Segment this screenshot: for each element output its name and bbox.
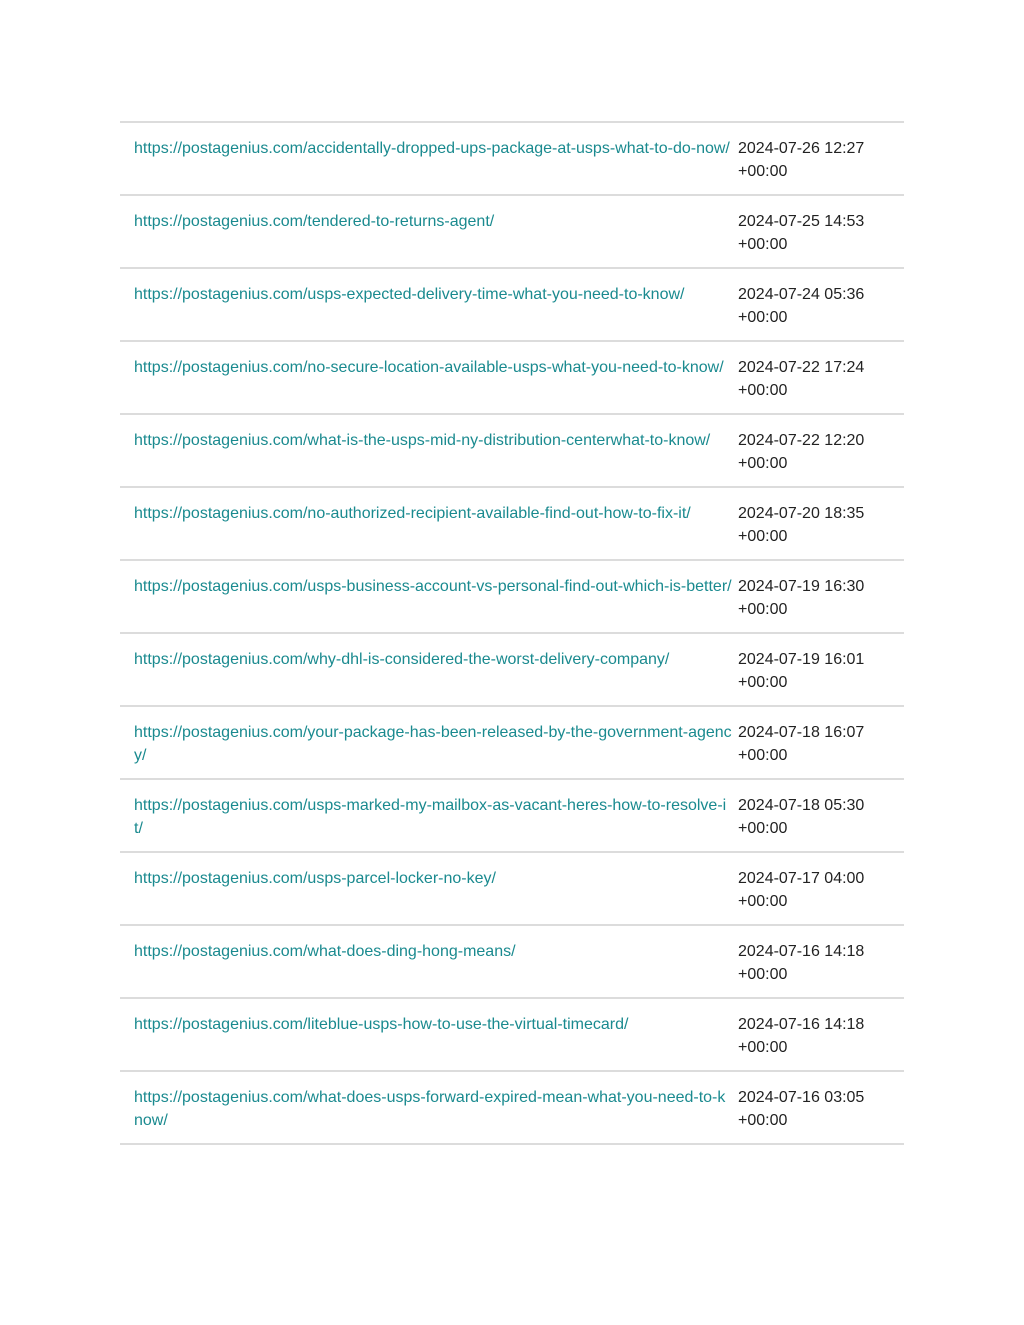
date-cell <box>738 560 904 633</box>
url-link[interactable]: https://postagenius.com/usps-marked-my-mailbox-as-vacant-heres-how-to-resolve-it/ <box>134 797 727 837</box>
url-link[interactable]: https://postagenius.com/tendered-to-returns-agent/ <box>134 213 495 230</box>
url-link[interactable]: https://postagenius.com/usps-expected-delivery-time-what-you-need-to-know/ <box>134 286 685 303</box>
date-cell <box>738 341 904 414</box>
url-cell <box>120 633 738 706</box>
lastmod-date: 2024-07-16 03:05 <box>738 1089 865 1106</box>
lastmod-date: 2024-07-24 05:36 <box>738 286 865 303</box>
table-row <box>120 414 904 487</box>
url-cell <box>120 268 738 341</box>
url-link[interactable]: https://postagenius.com/what-does-ding-hong-means/ <box>134 943 516 960</box>
date-cell <box>738 925 904 998</box>
lastmod-timezone: +00:00 <box>738 1039 788 1056</box>
table-row <box>120 633 904 706</box>
date-cell <box>738 998 904 1071</box>
lastmod-date: 2024-07-22 17:24 <box>738 359 865 376</box>
lastmod-date: 2024-07-16 14:18 <box>738 943 865 960</box>
table-row <box>120 779 904 852</box>
url-cell <box>120 852 738 925</box>
lastmod-timezone: +00:00 <box>738 893 788 910</box>
url-link[interactable]: https://postagenius.com/usps-parcel-locker-no-key/ <box>134 870 496 887</box>
url-link[interactable]: https://postagenius.com/what-is-the-usps-mid-ny-distribution-centerwhat-to-know/ <box>134 432 711 449</box>
date-cell <box>738 1071 904 1144</box>
date-cell <box>738 122 904 195</box>
sitemap-table-body <box>120 122 904 1144</box>
url-cell <box>120 779 738 852</box>
lastmod-timezone: +00:00 <box>738 1112 788 1129</box>
date-cell <box>738 195 904 268</box>
url-link[interactable]: https://postagenius.com/usps-business-account-vs-personal-find-out-which-is-better/ <box>134 578 732 595</box>
date-cell <box>738 268 904 341</box>
url-link[interactable]: https://postagenius.com/your-package-has-been-released-by-the-government-agency/ <box>134 724 732 764</box>
lastmod-date: 2024-07-25 14:53 <box>738 213 865 230</box>
url-cell <box>120 341 738 414</box>
url-link[interactable]: https://postagenius.com/no-secure-location-available-usps-what-you-need-to-know/ <box>134 359 724 376</box>
lastmod-date: 2024-07-17 04:00 <box>738 870 865 887</box>
date-cell <box>738 779 904 852</box>
lastmod-timezone: +00:00 <box>738 674 788 691</box>
lastmod-timezone: +00:00 <box>738 747 788 764</box>
lastmod-date: 2024-07-19 16:30 <box>738 578 865 595</box>
lastmod-date: 2024-07-19 16:01 <box>738 651 865 668</box>
url-cell <box>120 1071 738 1144</box>
date-cell <box>738 633 904 706</box>
lastmod-timezone: +00:00 <box>738 236 788 253</box>
date-cell <box>738 487 904 560</box>
date-cell <box>738 706 904 779</box>
lastmod-date: 2024-07-20 18:35 <box>738 505 865 522</box>
lastmod-timezone: +00:00 <box>738 382 788 399</box>
lastmod-date: 2024-07-18 16:07 <box>738 724 865 741</box>
date-cell <box>738 852 904 925</box>
url-cell <box>120 195 738 268</box>
table-row <box>120 341 904 414</box>
table-row <box>120 195 904 268</box>
url-cell <box>120 122 738 195</box>
lastmod-timezone: +00:00 <box>738 163 788 180</box>
url-cell <box>120 560 738 633</box>
table-row <box>120 122 904 195</box>
lastmod-date: 2024-07-26 12:27 <box>738 140 865 157</box>
sitemap-table <box>120 121 904 1145</box>
lastmod-timezone: +00:00 <box>738 455 788 472</box>
url-link[interactable]: https://postagenius.com/no-authorized-recipient-available-find-out-how-to-fix-it/ <box>134 505 691 522</box>
url-cell <box>120 998 738 1071</box>
table-row <box>120 852 904 925</box>
table-row <box>120 487 904 560</box>
url-link[interactable]: https://postagenius.com/liteblue-usps-how-to-use-the-virtual-timecard/ <box>134 1016 629 1033</box>
table-row <box>120 706 904 779</box>
table-row <box>120 925 904 998</box>
url-cell <box>120 925 738 998</box>
lastmod-timezone: +00:00 <box>738 966 788 983</box>
url-link[interactable]: https://postagenius.com/why-dhl-is-considered-the-worst-delivery-company/ <box>134 651 670 668</box>
lastmod-date: 2024-07-22 12:20 <box>738 432 865 449</box>
date-cell <box>738 414 904 487</box>
url-link[interactable]: https://postagenius.com/what-does-usps-forward-expired-mean-what-you-need-to-know/ <box>134 1089 726 1129</box>
lastmod-timezone: +00:00 <box>738 820 788 837</box>
table-row <box>120 560 904 633</box>
lastmod-timezone: +00:00 <box>738 528 788 545</box>
lastmod-date: 2024-07-16 14:18 <box>738 1016 865 1033</box>
lastmod-timezone: +00:00 <box>738 309 788 326</box>
url-cell <box>120 414 738 487</box>
table-row <box>120 1071 904 1144</box>
table-row <box>120 268 904 341</box>
lastmod-timezone: +00:00 <box>738 601 788 618</box>
url-cell <box>120 487 738 560</box>
table-row <box>120 998 904 1071</box>
url-link[interactable]: https://postagenius.com/accidentally-dropped-ups-package-at-usps-what-to-do-now/ <box>134 140 730 157</box>
lastmod-date: 2024-07-18 05:30 <box>738 797 865 814</box>
url-cell <box>120 706 738 779</box>
